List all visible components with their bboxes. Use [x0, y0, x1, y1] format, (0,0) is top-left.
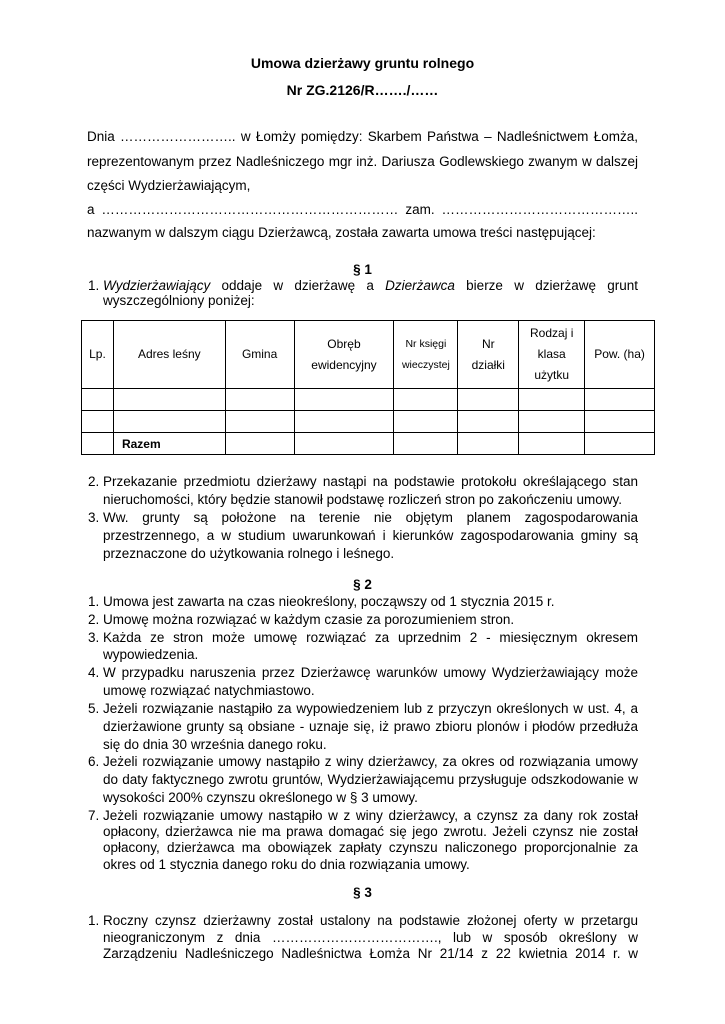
document-title: Umowa dzierżawy gruntu rolnego	[250, 55, 475, 71]
s1-p3-line-3: przeznaczone do użytkowania rolnego i leśnego.	[103, 546, 395, 561]
section-1-heading: § 1	[353, 262, 372, 277]
document-number: Nr ZG.2126/R……./……	[286, 82, 439, 98]
s1-p1-text-a: oddaje w dzierżawę a	[210, 278, 386, 293]
col-dzialka	[458, 321, 519, 389]
table-row	[82, 411, 655, 433]
col-pow: Pow. (ha)	[585, 321, 655, 389]
col-ksiega-line-2: wieczystej	[401, 358, 450, 371]
col-rodzaj	[519, 321, 585, 389]
intro-line-5: nazwanym w dalszym ciągu Dzierżawcą, została zawarta umowa treści następującej:	[87, 225, 596, 240]
col-rodzaj-line-2: klasa	[537, 347, 566, 361]
s2-p1-number: 1.	[88, 594, 100, 609]
s2-p4-line-1: W przypadku naruszenia przez Dzierżawcę warunków umowy Wydzierżawiający może	[103, 665, 638, 680]
col-obreb	[294, 321, 394, 389]
s1-p1-line-1	[103, 278, 638, 293]
s2-p3-line-2: wypowiedzenia.	[103, 647, 199, 662]
s1-p1-term-lessee: Dzierżawca	[385, 278, 455, 293]
s2-p7-number: 7.	[88, 808, 100, 823]
s2-p4-number: 4.	[88, 665, 100, 680]
col-dzialka-line-1: Nr	[481, 336, 495, 351]
s1-p2-line-1: Przekazanie przedmiotu dzierżawy nastąpi na podstawie protokołu określającego stan	[103, 474, 638, 489]
intro-line-3: części Wydzierżawiającym,	[87, 178, 251, 193]
s2-p7-line-1: Jeżeli rozwiązanie umowy nastąpiło w z winy dzierżawcy, a czynsz za dany rok został	[103, 808, 638, 823]
s1-p1-text-b: bierze w dzierżawę grunt	[454, 278, 639, 293]
s1-p1-number: 1.	[88, 278, 100, 293]
intro-line-1: Dnia …………………….. w Łomży pomiędzy: Skarbem Państwa – Nadleśnictwem Łomża,	[87, 129, 638, 144]
s1-p2-line-2: nieruchomości, który będzie stanowił podstawę rozliczeń stron po zakończeniu umowy.	[103, 492, 622, 507]
s1-p1-line-2: wyszczególniony poniżej:	[103, 293, 255, 308]
intro-line-2: reprezentowanym przez Nadleśniczego mgr inż. Dariusza Godlewskiego zwanym w dalszej	[87, 154, 638, 169]
section-2-heading: § 2	[353, 577, 372, 592]
s3-p1-line-1: Roczny czynsz dzierżawny został ustalony na podstawie złożonej oferty w przetargu	[103, 913, 638, 928]
col-adres: Adres leśny	[113, 321, 225, 389]
s2-p7-line-3: opłacony, dzierżawca ma obowiązek zapłaty czynszu naliczonego proporcjonalnie za	[103, 840, 638, 855]
s3-p1-number: 1.	[88, 913, 100, 928]
s2-p5-number: 5.	[88, 701, 100, 716]
col-lp: Lp.	[82, 321, 114, 389]
col-ksiega-line-1: Nr księgi	[405, 337, 447, 350]
s2-p7-line-4: okres od 1 stycznia danego roku do dnia rozwiązania umowy.	[103, 857, 470, 872]
s2-p6-number: 6.	[88, 754, 100, 769]
col-obreb-line-1: Obręb	[327, 336, 361, 351]
total-label: Razem	[113, 433, 225, 455]
s2-p3-number: 3.	[88, 630, 100, 645]
col-obreb-line-2: ewidencyjny	[311, 357, 377, 372]
col-rodzaj-line-3: użytku	[534, 368, 570, 382]
s2-p5-line-3: się do dnia 30 września danego roku.	[103, 737, 327, 752]
s2-p1-text: Umowa jest zawarta na czas nieokreślony, począwszy od 1 stycznia 2015 r.	[103, 594, 555, 609]
s1-p3-number: 3.	[88, 510, 100, 525]
land-parcels-table	[81, 320, 655, 455]
table-total-row	[82, 433, 655, 455]
section-3-heading: § 3	[353, 885, 372, 900]
intro-line-4: a ………………………………………………………… zam. ……………………………………..	[87, 202, 638, 217]
s2-p6-line-2: do daty faktycznego zwrotu gruntów, Wydzierżawiającemu przysługuje odszkodowanie w	[103, 772, 638, 787]
col-ksiega	[394, 321, 458, 389]
col-rodzaj-line-1: Rodzaj i	[530, 326, 574, 340]
s2-p4-line-2: umowę rozwiązać natychmiastowo.	[103, 683, 315, 698]
s2-p5-line-2: dzierżawione grunty są obsiane - uznaje się, iż prawo zbioru plonów i płodów przedłuża	[103, 719, 638, 734]
s1-p1-term-lessor: Wydzierżawiający	[103, 278, 211, 293]
s3-p1-line-3: Zarządzeniu Nadleśniczego Nadleśnictwa Łomża Nr 21/14 z 22 kwietnia 2014 r. w	[103, 946, 638, 961]
s2-p5-line-1: Jeżeli rozwiązanie nastąpiło za wypowiedzeniem lub z przyczyn określonych w ust. 4, a	[103, 701, 638, 716]
s2-p3-line-1: Każda ze stron może umowę rozwiązać za uprzednim 2 - miesięcznym okresem	[103, 630, 638, 645]
s2-p6-line-1: Jeżeli rozwiązanie umowy nastąpiło z winy dzierżawcy, za okres od rozwiązania umowy	[103, 754, 638, 769]
col-gmina: Gmina	[225, 321, 294, 389]
s1-p2-number: 2.	[88, 474, 100, 489]
table-header-row	[82, 321, 655, 389]
s1-p3-line-2: przestrzennego, a w studium uwarunkowań i kierunków zagospodarowania gminy są	[103, 528, 638, 543]
s2-p7-line-2: opłacony, dzierżawca nie ma prawa domagać się jego zwrotu. Jeżeli czynsz nie został	[103, 824, 638, 839]
s3-p1-line-2: nieograniczonym z dnia ………………………………., lub w sposób określony w	[103, 930, 638, 945]
s2-p6-line-3: wysokości 200% czynszu określonego w § 3 umowy.	[103, 790, 418, 805]
col-dzialka-line-2: działki	[471, 357, 505, 372]
table-row	[82, 389, 655, 411]
s2-p2-number: 2.	[88, 612, 100, 627]
s2-p2-text: Umowę można rozwiązać w każdym czasie za porozumieniem stron.	[103, 612, 515, 627]
s1-p3-line-1: Ww. grunty są położone na terenie nie objętym planem zagospodarowania	[103, 510, 638, 525]
